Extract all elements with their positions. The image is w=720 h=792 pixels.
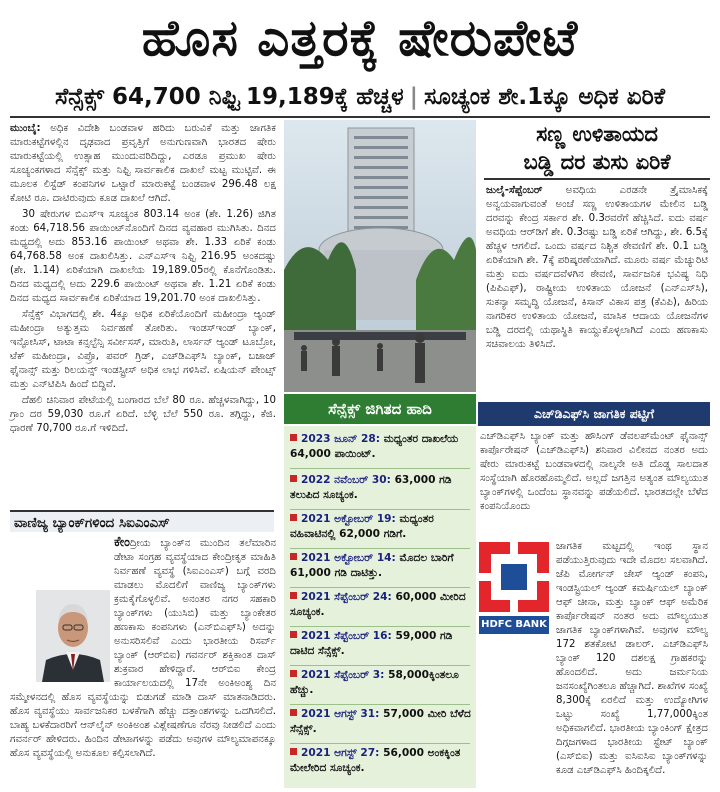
timeline-text: 60,000 ಮೀರಿದ ಸೂಚ್ಯಂಕ. <box>290 591 466 618</box>
timeline-text: 58,000ಕ್ಕಿಂತಲೂ ಹೆಚ್ಚು. <box>290 669 459 696</box>
timeline-item <box>290 746 472 776</box>
subheadline-left: ಸೆನ್ಸೆಕ್ಸ್ 64,700 ನಿಫ್ಟಿ 19,189ಕ್ಕೆ ಹೆಚ್ಚಳ <box>54 84 404 110</box>
hdfc-story-p1: ಎಚ್‌ಡಿಎಫ್‌ಸಿ ಬ್ಯಾಂಕ್ ಮತ್ತು ಹೌಸಿಂಗ್ ಡೆವಲಪ್‌ಮೆಂಟ್ ಫೈನಾನ್ಸ್ ಕಾರ್ಪೊರೇಷನ್ (ಎಚ್‌ಡಿಎಫ್‌ಸಿ) ಶನಿವಾರ ವಿಲೀನದ ನಂತರ ಅದು ಷೇರು ಮಾರುಕಟ್ಟೆ ಬಂಡವಾಳದಲ್ಲಿ ನಾಲ್ಕನೇ ಅತಿ ದೊಡ್ಡ ಸಾಲದಾತ ಸಂಸ್ಥೆಯಾಗಿ ಹೊರಹೊಮ್ಮಲಿದೆ. ಅಲ್ಲದೆ ಜಗತ್ತಿನ ಅತ್ಯಂತ ಮೌಲ್ಯಯುತ ಬ್ಯಾಂಕ್‌ಗಳಲ್ಲಿ ಒಂದೆಂಬ ಸ್ಥಾನವನ್ನು ಪಡೆಯಲಿದೆ. ಭಾರತದಲ್ಲೇ ಬೆಳೆದ ಕಂಪನಿಯೊಂದು <box>480 431 708 512</box>
timeline-divider <box>290 509 470 510</box>
main-story-p3: ಸೆನ್ಸೆಕ್ಸ್ ವಿಭಾಗದಲ್ಲಿ ಶೇ. 4ಕ್ಕೂ ಅಧಿಕ ಏರಿಕೆಯೊಂದಿಗೆ ಮಹೀಂದ್ರಾ ಆ್ಯಂಡ್ ಮಹೀಂದ್ರಾ ಅತ್ಯುತ್ತಮ ನಿರ್ವಹಣೆ ತೋರಿತು. ಇಂಡಸ್‌ಇಂಡ್ ಬ್ಯಾಂಕ್, ಇನ್ಫೋಸಿಸ್, ಟಾಟಾ ಕನ್ಸಲ್ಟೆನ್ಸಿ ಸರ್ವೀಸಸ್, ಮಾರುತಿ, ಲಾರ್ಸನ್ ಆ್ಯಂಡ್ ಟೂಬ್ರೋ, ಟೆಕ್ ಮಹೀಂದ್ರಾ, ವಿಪ್ರೊ, ಪವರ್ ಗ್ರಿಡ್, ಎಚ್‌ಡಿಎಫ್‌ಸಿ ಬ್ಯಾಂಕ್, ಬಜಾಜ್ ಫೈನಾನ್ಸ್ ಮತ್ತು ರಿಲಯನ್ಸ್ ಇಂಡಸ್ಟ್ರೀಸ್ ಅಧಿಕ ಲಾಭ ಗಳಿಸಿವೆ. ಏಷಿಯನ್ ಪೇಂಟ್ಸ್ ಮತ್ತು ಎನ್‌ಟಿಪಿಸಿ ಹಿಂದೆ ಬಿದ್ದಿವೆ. <box>10 309 276 390</box>
timeline-item <box>290 512 472 542</box>
bullet-square-icon <box>290 592 297 599</box>
subheadline-right: ಸೂಚ್ಯಂಕ ಶೇ.1ಕ್ಕೂ ಅಧಿಕ ಏರಿಕೆ <box>423 84 666 110</box>
timeline-date: 2021 ಅಕ್ಟೋಬರ್ 14: <box>301 552 396 564</box>
bullet-square-icon <box>290 670 297 677</box>
bse-building-illustration <box>284 120 476 392</box>
savings-story-text: ಅವಧಿಯ ಎರಡನೇ ತ್ರೈಮಾಸಿಕಕ್ಕೆ ಅನ್ವಯವಾಗುವಂತೆ ಅಂಚೆ ಸಣ್ಣ ಉಳಿತಾಯಗಳ ಮೇಲಿನ ಬಡ್ಡಿ ದರವನ್ನು ಕೇಂದ್ರ ಸರ್ಕಾರ ಶೇ. 0.3ರವರೆಗೆ ಹೆಚ್ಚಿಸಿದೆ. ಐದು ವರ್ಷ ಅವಧಿಯ ಆರ್‌ಡಿಗೆ ಶೇ. 0.3ರಷ್ಟು ಬಡ್ಡಿ ಏರಿಕೆ ಆಗಿದ್ದು, ಶೇ. 6.5ಕ್ಕೆ ಹೆಚ್ಚಳ ಆಗಲಿದೆ. ಒಂದು ವರ್ಷದ ನಿಶ್ಚಿತ ಠೇವಣಿಗೆ ಶೇ. 0.1 ಬಡ್ಡಿ ಏರಿಕೆಯಾಗಿ ಶೇ. 7ಕ್ಕೆ ಪರಿಷ್ಕರಣೆಯಾಗಿದೆ. ಮೂರು ವರ್ಷ ಮೆಚ್ಯುರಿಟಿ ಮತ್ತು ಐದು ವರ್ಷದವೆಳಗಿನ ಠೇವಣಿ, ಸಾರ್ವಜನಿಕ ಭವಿಷ್ಯ ನಿಧಿ (ಪಿಪಿಎಫ್), ರಾಷ್ಟ್ರೀಯ ಉಳಿತಾಯ ಯೋಜನೆ (ಎನ್‌ಎಸ್‌ಸಿ), ಸುಕನ್ಯಾ ಸಮೃದ್ಧಿ ಯೋಜನೆ, ಕಿಸಾನ್ ವಿಕಾಸ ಪತ್ರ (ಕೆವಿಪಿ), ಹಿರಿಯ ನಾಗರಿಕರ ಉಳಿತಾಯ ಯೋಜನೆ, ಮಾಸಿಕ ಆದಾಯ ಯೋಜನೆಗಳ ಬಡ್ಡಿ ದರದಲ್ಲಿ ಯಥಾಸ್ಥಿತಿ ಕಾಯ್ದುಕೊಳ್ಳಲಾಗಿದೆ ಎಂದು ಹಣಕಾಸು ಸಚಿವಾಲಯ ತಿಳಿಸಿದೆ. <box>486 185 708 350</box>
governor-portrait <box>36 590 110 682</box>
timeline-divider <box>290 665 470 666</box>
portrait-illustration <box>36 590 110 682</box>
timeline-divider <box>290 468 470 469</box>
timeline-item <box>290 707 472 737</box>
timeline-item <box>290 473 472 503</box>
headline-rule <box>10 116 710 118</box>
bank-story-lead: ಕೇಂ <box>114 535 130 550</box>
timeline-item <box>290 551 472 581</box>
timeline-divider <box>290 626 470 627</box>
timeline-item <box>290 590 472 620</box>
main-story-p1 <box>10 122 276 206</box>
bullet-square-icon <box>290 475 297 482</box>
bullet-square-icon <box>290 514 297 521</box>
bank-story-heading: ವಾಣಿಜ್ಯ ಬ್ಯಾಂಕ್‌ಗಳಿಂದ ಸಿಐಎಂಎಸ್ <box>10 510 274 532</box>
timeline-date: 2021 ಆಗಸ್ಟ್ 31: <box>301 708 380 720</box>
savings-story-p1 <box>486 184 708 352</box>
bullet-square-icon <box>290 434 297 441</box>
timeline-date: 2023 ಜೂನ್ 28: <box>301 433 381 445</box>
savings-heading-rule <box>484 178 710 180</box>
hdfc-heading: ಎಚ್‌ಡಿಎಫ್‌ಸಿ ಜಾಗತಿಕ ಪಟ್ಟಿಗೆ <box>478 402 710 426</box>
timeline-item <box>290 629 472 659</box>
subheadline <box>0 80 720 114</box>
savings-heading-line1: ಸಣ್ಣ ಉಳಿತಾಯದ <box>536 122 658 146</box>
timeline-divider <box>290 704 470 705</box>
timeline-divider <box>290 587 470 588</box>
savings-story-dateline: ಜುಲೈ-ಸೆಪ್ಟೆಂಬರ್ <box>486 185 543 196</box>
headline: ಹೊಸ ಎತ್ತರಕ್ಕೆ ಷೇರುಪೇಟೆ <box>141 8 579 67</box>
timeline-divider <box>290 743 470 744</box>
savings-heading <box>484 120 710 176</box>
hdfc-logo-text: HDFC BANK <box>481 619 547 630</box>
timeline-text: 57,000 ಮೀರಿ ಬೆಳೆದ ಸೆನ್ಸೆಕ್ಸ್. <box>290 708 471 735</box>
timeline-date: 2021 ಸೆಪ್ಟೆಂಬರ್ 3: <box>301 669 385 681</box>
subheadline-separator: | <box>409 84 418 110</box>
timeline-divider <box>290 548 470 549</box>
timeline-date: 2022 ನವೆಂಬರ್ 30: <box>301 474 391 486</box>
timeline-date: 2021 ಆಗಸ್ಟ್ 27: <box>301 747 380 759</box>
savings-heading-line2: ಬಡ್ಡಿ ದರ ತುಸು ಏರಿಕೆ <box>523 150 671 174</box>
timeline-heading: ಸೆನ್ಸೆಕ್ಸ್ ಜಿಗಿತದ ಹಾದಿ <box>284 394 476 424</box>
bullet-square-icon <box>290 631 297 638</box>
bullet-square-icon <box>290 553 297 560</box>
timeline-text: 56,000 ಅಂಕಕ್ಕಿಂತ ಮೇಲೇರಿದ ಸೂಚ್ಯಂಕ. <box>290 747 461 774</box>
hdfc-story-wrap: ಜಾಗತಿಕ ಮಟ್ಟದಲ್ಲಿ ಇಂಥ ಸ್ಥಾನ ಪಡೆಯುತ್ತಿರುವುದು ಇದೇ ಮೊದಲ ಸಲವಾಗಿದೆ. ಜೆಪಿ ಮೋರ್ಗನ್ ಚೇಸ್ ಆ್ಯಂಡ್ ಕಂಪನಿ, ಇಂಡಸ್ಟ್ರಿಯಲ್ ಆ್ಯಂಡ್ ಕಮರ್ಷಿಯಲ್ ಬ್ಯಾಂಕ್ ಆಫ್ ಚೀನಾ, ಮತ್ತು ಬ್ಯಾಂಕ್ ಆಫ್ ಅಮೆರಿಕ ಕಾರ್ಪೊರೇಷನ್ ನಂತರ ಅದು ಮೌಲ್ಯಯುತ ಜಾಗತಿಕ ಬ್ಯಾಂಕ್‌ಗಳಾಗಿವೆ. ಅವುಗಳ ಮೌಲ್ಯ 172 ಶತಕೋಟಿ ಡಾಲರ್. ಎಚ್‌ಡಿಎಫ್‌ಸಿ ಬ್ಯಾಂಕ್ 120 ದಶಲಕ್ಷ ಗ್ರಾಹಕರನ್ನು ಹೊಂದಲಿದೆ. ಅದು ಜರ್ಮನಿಯ ಜನಸಂಖ್ಯೆಗಿಂತಲೂ ಹೆಚ್ಚಾಗಿದೆ. ಶಾಖೆಗಳ ಸಂಖ್ಯೆ 8,300ಕ್ಕೆ ಏರಲಿದೆ ಮತ್ತು ಉದ್ಯೋಗಿಗಳ ಒಟ್ಟು ಸಂಖ್ಯೆ 1,77,000ಕ್ಕಿಂತ ಅಧಿಕವಾಗಲಿದೆ. ಭಾರತೀಯ ಬ್ಯಾಂಕಿಂಗ್ ಕ್ಷೇತ್ರದ ದಿಗ್ಗಜಗಳಾದ ಭಾರತೀಯ ಸ್ಟೇಟ್ ಬ್ಯಾಂಕ್ (ಎಸ್‌ಬಿಐ) ಮತ್ತು ಐಸಿಐಸಿಐ ಬ್ಯಾಂಕ್‌ಗಳನ್ನು ಕೂಡ ಎಚ್‌ಡಿಎಫ್‌ಸಿ ಹಿಂದಿಕ್ಕಲಿದೆ. <box>556 541 708 776</box>
bse-building-photo <box>284 120 476 392</box>
main-story-p1-text: ಅಧಿಕ ವಿದೇಶಿ ಬಂಡವಾಳ ಹರಿದು ಬರುವಿಕೆ ಮತ್ತು ಜಾಗತಿಕ ಮಾರುಕಟ್ಟೆಗಳಲ್ಲಿನ ದೃಢವಾದ ಪ್ರವೃತ್ತಿಗೆ ಅನುಗುಣವಾಗಿ ಭಾರತದ ಷೇರು ಮಾರುಕಟ್ಟೆಯಲ್ಲಿ ಉತ್ಸಾಹ ಮುಂದುವರಿದಿದ್ದು, ಎರಡೂ ಪ್ರಮುಖ ಷೇರು ಸೂಚ್ಯಂಕಗಳಾದ ಸೆನ್ಸೆಕ್ಸ್ ಮತ್ತು ನಿಫ್ಟಿ ಸಾರ್ವಕಾಲಿಕ ದಾಖಲೆ ಮಟ್ಟ ಮುಟ್ಟಿವೆ. ಈ ಮೂಲಕ ಲಿಸ್ಟೆಡ್ ಕಂಪನಿಗಳ ಒಟ್ಟಾರೆ ಮಾರುಕಟ್ಟೆ ಬಂಡವಾಳ 296.48 ಲಕ್ಷ ಕೋಟಿ ರೂ. ದಾಟಿರುವುದು ಕೂಡ ದಾಖಲೆ ಆಗಿದೆ. <box>10 123 276 204</box>
timeline-list <box>284 426 476 788</box>
timeline-item <box>290 432 472 462</box>
timeline-date: 2021 ಸೆಪ್ಟೆಂಬರ್ 24: <box>301 591 392 603</box>
savings-story <box>486 184 708 398</box>
bullet-square-icon <box>290 709 297 716</box>
main-story-p2: 30 ಷೇರುಗಳ ಬಿಎಸ್ಇ ಸೂಚ್ಯಂಕ 803.14 ಅಂಕ (ಶೇ. 1.26) ಜಿಗಿತ ಕಂಡು 64,718.56 ಪಾಯಿಂಟ್‌ನೊಂದಿಗೆ ದಿನದ ವ್ಯವಹಾರ ಮುಗಿಸಿತು. ದಿನದ ಮಧ್ಯದಲ್ಲಿ ಅದು 853.16 ಪಾಯಿಂಟ್ ಅಥವಾ ಶೇ. 1.33 ಏರಿಕೆ ಕಂಡು 64,768.58 ಅಂಕ ದಾಖಲಿಸಿತ್ತು. ಎನ್ಎಸ್ಇ ನಿಫ್ಟಿ 216.95 ಅಂಕದಷ್ಟು (ಶೇ. 1.14) ಏರಿಕೆಯಾಗಿ ದಾಖಲೆಯ 19,189.05ರಲ್ಲಿ ಕೊನೆಗೊಂಡಿತು. ದಿನದ ಮಧ್ಯದಲ್ಲಿ ಅದು 229.6 ಪಾಯಿಂಟ್ ಅಥವಾ ಶೇ. 1.21 ಏರಿಕೆ ಕಂಡು ದಿನದ ಮಧ್ಯದ ಸಾರ್ವಕಾಲಿಕ ಏರಿಕೆಯಾದ 19,201.70 ಅಂಕ ದಾಖಲಿಸಿತ್ತು. <box>10 209 276 304</box>
timeline-date: 2021 ಸೆಪ್ಟೆಂಬರ್ 16: <box>301 630 392 642</box>
hdfc-logo <box>477 540 551 636</box>
timeline-text: 59,000 ಗಡಿ ದಾಟಿದ ಸೆನ್ಸೆಕ್ಸ್. <box>290 630 453 657</box>
timeline-text: ಮಧ್ಯಂತರ ದಾಖಲೆಯ 64,000 ಪಾಯಿಂಟ್. <box>290 433 459 460</box>
timeline-text: ಮಧ್ಯಂತರ ವಹಿವಾಟಿನಲ್ಲಿ 62,000 ಗಡಿಗೆ. <box>290 513 434 540</box>
hdfc-story-bottom <box>480 640 708 788</box>
main-story-p4: ದೆಹಲಿ ಚಿನಿವಾರ ಪೇಟೆಯಲ್ಲಿ ಬಂಗಾರದ ಬೆಲೆ 80 ರೂ. ಹೆಚ್ಚಳವಾಗಿದ್ದು, 10 ಗ್ರಾಂ ದರ 59,030 ರೂ.ಗೆ ಏರಿದೆ. ಬೆಳ್ಳಿ ಬೆಲೆ 550 ರೂ. ತಗ್ಗಿದ್ದು, ಕೆಜಿ. ಧಾರಣೆ 70,700 ರೂ.ಗೆ ಇಳಿದಿದೆ. <box>10 395 276 434</box>
hdfc-story-top <box>480 430 708 538</box>
timeline-text: ಮೊದಲ ಬಾರಿಗೆ 61,000 ಗಡಿ ದಾಟಿತ್ತು. <box>290 552 454 579</box>
hdfc-story-beside-logo <box>556 540 708 776</box>
timeline-item <box>290 668 472 698</box>
main-story <box>10 122 276 506</box>
main-story-dateline: ಮುಂಬೈ: <box>10 123 41 134</box>
bullet-square-icon <box>290 748 297 755</box>
timeline-date: 2021 ಅಕ್ಟೋಬರ್ 19: <box>301 513 396 525</box>
bank-story-text: ದ್ರೀಯ ಬ್ಯಾಂಕ್‌ನ ಮುಂದಿನ ತಲೆಮಾರಿನ ಡೇಟಾ ಸಂಗ್ರಹ ವ್ಯವಸ್ಥೆಯಾದ ಕೇಂದ್ರೀಕೃತ ಮಾಹಿತಿ ನಿರ್ವಹಣೆ ವ್ಯವಸ್ಥೆ (ಸಿಐಎಂಎಸ್) ಬಗ್ಗೆ ವರದಿ ಮಾಡಲು ಮೊದಲಿಗೆ ವಾಣಿಜ್ಯ ಬ್ಯಾಂಕ್‌ಗಳು ಕ್ರಮಕೈಗೊಳ್ಳಲಿವೆ. ಅನಂತರ ನಗರ ಸಹಕಾರಿ ಬ್ಯಾಂಕ್‌ಗಳು (ಯುಸಿಬಿ) ಮತ್ತು ಬ್ಯಾಂಕೇತರ ಹಣಕಾಸು ಕಂಪನಿಗಳು (ಎನ್‌ಬಿಎಫ್‌ಸಿ) ಅದನ್ನು ಅನುಸರಿಸಲಿವೆ ಎಂದು ಭಾರತೀಯ ರಿಸರ್ವ್ ಬ್ಯಾಂಕ್ (ಆರ್‌ಬಿಐ) ಗವರ್ನರ್ ಶಕ್ತಿಕಾಂತ ದಾಸ್ ಶುಕ್ರವಾರ ಹೇಳಿದ್ದಾರೆ. ಆರ್‌ಬಿಐ ಕೇಂದ್ರ ಕಾರ್ಯಾಲಯದಲ್ಲಿ 17ನೇ ಅಂಕಿಅಂಶ್ಯ ದಿನ ಸಮ್ಮೇಳನದಲ್ಲಿ ಹೊಸ ವ್ಯವಸ್ಥೆಯನ್ನು ಬಿಡುಗಡೆ ಮಾಡಿ ದಾಸ್ ಮಾತನಾಡಿದರು. ಹೊಸ ವ್ಯವಸ್ಥೆಯು ಸಾರ್ವಜನಿಕರ ಬಳಕೆಗಾಗಿ ಹೆಚ್ಚು ದತ್ತಾಂಶಗಳನ್ನು ಒದಗಿಸಲಿದೆ. ಬಾಹ್ಯ ಬಳಕೆದಾರರಿಗೆ ಆನ್‌ಲೈನ್ ಅಂಕಿಅಂಶ ವಿಶ್ಲೇಷಣೆಗೂ ನೆರವು ನೀಡಲಿದೆ ಎಂದು ಗವರ್ನರ್ ಹೇಳಿದರು. ಹಿಂದಿನ ಡೇಟಾಗಳನ್ನು ಪಡೆದು ಅವುಗಳ ಮೌಲ್ಯಮಾಪನಕ್ಕೂ ಹೊಸ ವ್ಯವಸ್ಥೆಯಲ್ಲಿ ಅನುಕೂಲ ಕಲ್ಪಿಸಲಾಗಿದೆ. <box>10 538 276 759</box>
timeline-text: 63,000 ಗಡಿ ತಲುಪಿದ ಸೂಚ್ಯಂಕ. <box>290 474 452 501</box>
